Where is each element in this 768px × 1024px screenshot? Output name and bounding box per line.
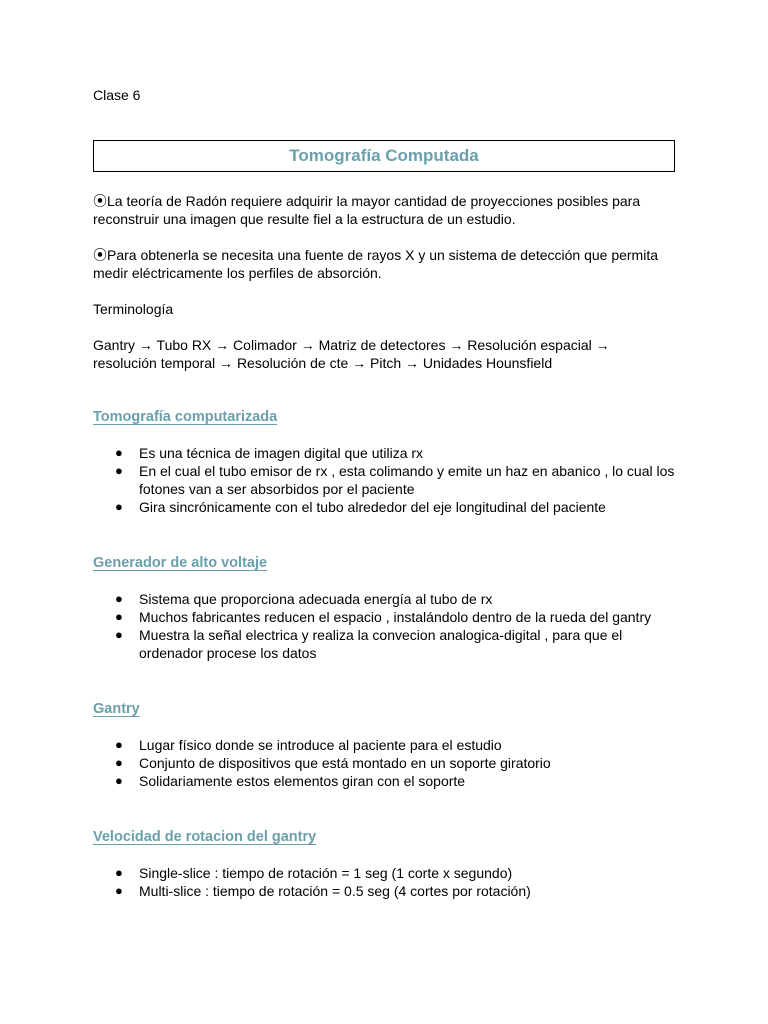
- list-item: [93, 626, 675, 662]
- radio-bullet-icon: ⦿: [93, 193, 107, 209]
- terminology-label: Terminología: [93, 301, 174, 317]
- list-item: [93, 444, 675, 462]
- list-item-text: Lugar físico donde se introduce al paciente para el estudio: [139, 737, 502, 753]
- list-item: [93, 462, 675, 498]
- list-item-text: Conjunto de dispositivos que está montado en un soporte giratorio: [139, 755, 551, 771]
- intro-paragraph-2-text: Para obtenerla se necesita una fuente de rayos X y un sistema de detección que permita medir eléctricamente los perfiles de absorción.: [93, 247, 659, 281]
- list-item-text: Multi-slice : tiempo de rotación = 0.5 seg (4 cortes por rotación): [139, 883, 531, 899]
- bullet-icon: ●: [115, 591, 123, 606]
- bullet-icon: ●: [115, 865, 123, 880]
- class-label: Clase 6: [93, 87, 141, 103]
- section-list-velocidad-rotacion-gantry: [93, 864, 675, 900]
- list-item: [93, 754, 675, 772]
- list-item: [93, 882, 675, 900]
- section-title-velocidad-rotacion-gantry: Velocidad de rotacion del gantry: [93, 829, 317, 845]
- list-item-text: Gira sincrónicamente con el tubo alrededor del eje longitudinal del paciente: [139, 499, 606, 515]
- intro-paragraph-2: [93, 246, 675, 282]
- section-list-tomografia-computarizada: [93, 444, 675, 516]
- document-title: Tomografía Computada: [289, 146, 479, 165]
- section-title-generador-alto-voltaje: Generador de alto voltaje: [93, 555, 268, 571]
- list-item: [93, 772, 675, 790]
- bullet-icon: ●: [115, 445, 123, 460]
- document-page: [93, 86, 675, 900]
- list-item: [93, 864, 675, 882]
- bullet-icon: ●: [115, 609, 123, 624]
- section-list-gantry: [93, 736, 675, 790]
- list-item-text: Muestra la señal electrica y realiza la convecion analogica-digital , para que el ordenador procese los datos: [139, 627, 623, 661]
- bullet-icon: ●: [115, 627, 123, 642]
- list-item-text: Muchos fabricantes reducen el espacio , instalándolo dentro de la rueda del gantry: [139, 609, 652, 625]
- intro-paragraph-1-text: La teoría de Radón requiere adquirir la mayor cantidad de proyecciones posibles para reconstruir una imagen que resulte fiel a la estructura de un estudio.: [93, 193, 641, 227]
- bullet-icon: ●: [115, 883, 123, 898]
- terminology-chain: Gantry → Tubo RX → Colimador → Matriz de detectores → Resolución espacial → resolución temporal → Resolución de cte → Pitch → Unidades Hounsfield: [93, 337, 610, 371]
- title-box: [93, 140, 675, 172]
- list-item-text: Sistema que proporciona adecuada energía al tubo de rx: [139, 591, 493, 607]
- bullet-icon: ●: [115, 737, 123, 752]
- list-item-text: Solidariamente estos elementos giran con el soporte: [139, 773, 466, 789]
- section-title-gantry: Gantry: [93, 701, 140, 717]
- bullet-icon: ●: [115, 463, 123, 478]
- radio-bullet-icon: ⦿: [93, 247, 107, 263]
- list-item: [93, 498, 675, 516]
- list-item-text: Single-slice : tiempo de rotación = 1 seg (1 corte x segundo): [139, 865, 513, 881]
- section-list-generador-alto-voltaje: [93, 590, 675, 662]
- list-item: [93, 736, 675, 754]
- section-title-tomografia-computarizada: Tomografía computarizada: [93, 409, 278, 425]
- list-item-text: En el cual el tubo emisor de rx , esta colimando y emite un haz en abanico , lo cual los fotones van a ser absorbidos por el paciente: [139, 463, 675, 497]
- bullet-icon: ●: [115, 773, 123, 788]
- list-item: [93, 608, 675, 626]
- intro-paragraph-1: [93, 192, 675, 228]
- bullet-icon: ●: [115, 755, 123, 770]
- list-item-text: Es una técnica de imagen digital que utiliza rx: [139, 445, 424, 461]
- bullet-icon: ●: [115, 499, 123, 514]
- list-item: [93, 590, 675, 608]
